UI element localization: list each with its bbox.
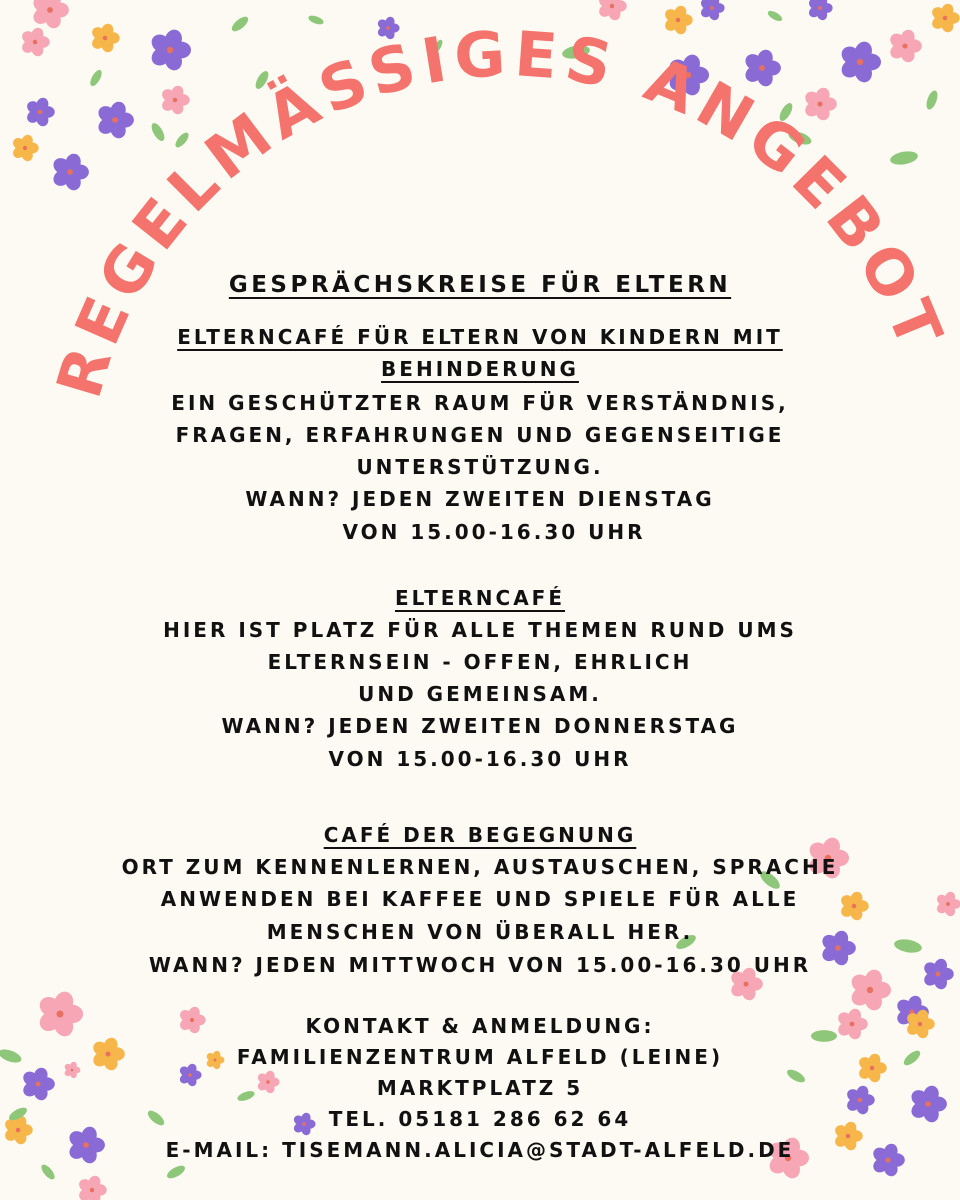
- contact-address: MARKTPLATZ 5: [376, 1076, 584, 1100]
- arc-title: Regelmäßiges Angebot: [42, 16, 960, 406]
- contact-phone: TEL. 05181 286 62 64: [328, 1107, 632, 1131]
- section2-body-line: UND GEMEINSAM.: [358, 682, 602, 706]
- contact-organization: FAMILIENZENTRUM ALFELD (LEINE): [236, 1045, 724, 1069]
- section1-body-line: UNTERSTÜTZUNG.: [356, 455, 604, 479]
- section3-body-line: ANWENDEN BEI KAFFEE UND SPIELE FÜR ALLE: [160, 887, 800, 911]
- contact-label: KONTAKT & ANMELDUNG:: [305, 1014, 655, 1038]
- section1-body-line: FRAGEN, ERFAHRUNGEN UND GEGENSEITIGE: [175, 423, 785, 447]
- section1-title-line2: BEHINDERUNG: [381, 357, 579, 381]
- section3-when: WANN? JEDEN MITTWOCH VON 15.00-16.30 UHR: [148, 953, 812, 977]
- contact-email[interactable]: E-MAIL: TISEMANN.ALICIA@STADT-ALFELD.DE: [165, 1138, 795, 1162]
- section1-body-line: EIN GESCHÜTZTER RAUM FÜR VERSTÄNDNIS,: [171, 391, 789, 415]
- section1-time: VON 15.00-16.30 UHR: [342, 520, 646, 544]
- section2-body-line: HIER IST PLATZ FÜR ALLE THEMEN RUND UMS: [163, 618, 797, 642]
- section2-time: VON 15.00-16.30 UHR: [328, 747, 632, 771]
- section3-title: CAFÉ DER BEGEGNUNG: [323, 823, 637, 847]
- section1-when: WANN? JEDEN ZWEITEN DIENSTAG: [245, 487, 715, 511]
- section1-title-line1: ELTERNCAFÉ FÜR ELTERN VON KINDERN MIT: [177, 325, 783, 349]
- section2-title: ELTERNCAFÉ: [394, 586, 566, 610]
- section3-body-line: ORT ZUM KENNENLERNEN, AUSTAUSCHEN, SPRACHE: [121, 855, 839, 879]
- section2-when: WANN? JEDEN ZWEITEN DONNERSTAG: [221, 714, 739, 738]
- section3-body-line: MENSCHEN VON ÜBERALL HER.: [266, 920, 694, 944]
- section2-body-line: ELTERNSEIN - OFFEN, EHRLICH: [267, 650, 693, 674]
- page-heading: GESPRÄCHSKREISE FÜR ELTERN: [228, 272, 732, 298]
